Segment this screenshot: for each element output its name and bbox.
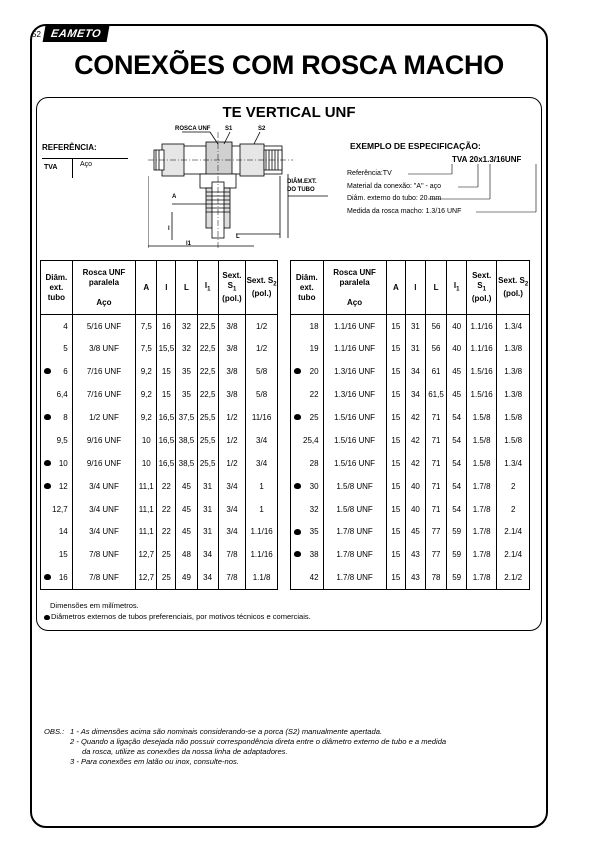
cell-diam: 25,4	[291, 429, 324, 452]
reference-label: REFERÊNCIA:	[42, 143, 97, 152]
cell-s1: 3/8	[218, 337, 246, 360]
cell-s1: 1/2	[218, 452, 246, 475]
cell-l: 43	[406, 566, 426, 589]
dimensions-table-right	[290, 260, 530, 590]
cell-L: 32	[176, 337, 197, 360]
cell-r: 3/4 UNF	[72, 498, 135, 521]
header-diam: Diâm. ext. tubo	[41, 261, 73, 315]
cell-a: 7,5	[136, 315, 157, 338]
cell-l: 42	[406, 452, 426, 475]
preferred-marker-icon	[44, 368, 51, 374]
cell-r: 7/16 UNF	[72, 360, 135, 383]
header-s1: Sext. $S_1$ (pol.)	[218, 261, 246, 315]
spec-title: EXEMPLO DE ESPECIFICAÇÃO:	[350, 141, 481, 151]
cell-L: 56	[425, 337, 447, 360]
cell-s2: 11/16	[246, 406, 278, 429]
cell-diam: 20	[291, 360, 324, 383]
header-diam: Diâm. ext. tubo	[291, 261, 324, 315]
obs-note-1: 1 - As dimensões acima são nominais considerando-se a porca (S2) manualmente apertada.	[70, 727, 383, 736]
header-l1: $l_1$	[447, 261, 467, 315]
table-row	[41, 337, 278, 360]
cell-s2: 2.1/4	[497, 543, 530, 566]
cell-diam: 38	[291, 543, 324, 566]
cell-l: 40	[406, 475, 426, 498]
cell-s2: 1	[246, 475, 278, 498]
table-row	[41, 406, 278, 429]
header-L: L	[176, 261, 197, 315]
reference-code: TVA	[44, 164, 58, 171]
cell-L: 71	[425, 406, 447, 429]
cell-diam: 12	[41, 475, 73, 498]
cell-s2: 1.5/8	[497, 406, 530, 429]
cell-L: 56	[425, 315, 447, 338]
cell-r: 1.1/16 UNF	[323, 337, 386, 360]
cell-r: 7/16 UNF	[72, 383, 135, 406]
cell-l: 25	[157, 543, 176, 566]
cell-l1: 25,5	[197, 406, 218, 429]
cell-s1: 3/8	[218, 315, 246, 338]
cell-l: 22	[157, 521, 176, 544]
cell-r: 1.5/8 UNF	[323, 475, 386, 498]
cell-r: 7/8 UNF	[72, 566, 135, 589]
cell-l: 40	[406, 498, 426, 521]
cell-r: 1.3/16 UNF	[323, 383, 386, 406]
cell-a: 15	[386, 406, 406, 429]
cell-L: 32	[176, 315, 197, 338]
cell-s1: 1/2	[218, 406, 246, 429]
table-row	[291, 521, 530, 544]
note-dimensions: Dimensões em milímetros.	[50, 601, 139, 610]
cell-a: 15	[386, 452, 406, 475]
cell-r: 9/16 UNF	[72, 452, 135, 475]
cell-s2: 1.3/8	[497, 383, 530, 406]
cell-l: 31	[406, 337, 426, 360]
cell-s2: 1.3/8	[497, 337, 530, 360]
cell-diam: 28	[291, 452, 324, 475]
cell-L: 45	[176, 498, 197, 521]
cell-s2: 1.3/4	[497, 452, 530, 475]
cell-diam: 14	[41, 521, 73, 544]
cell-a: 15	[386, 383, 406, 406]
table-row	[291, 566, 530, 589]
header-rosca: Rosca UNF paralela Aço	[323, 261, 386, 315]
cell-s1: 1.1/16	[466, 337, 496, 360]
cell-l1: 22,5	[197, 360, 218, 383]
cell-diam: 18	[291, 315, 324, 338]
table-row	[41, 360, 278, 383]
cell-L: 49	[176, 566, 197, 589]
preferred-marker-icon	[294, 551, 301, 557]
cell-l: 16,5	[157, 452, 176, 475]
brand-logo: EAMETO	[43, 26, 110, 42]
cell-diam: 42	[291, 566, 324, 589]
cell-l1: 45	[447, 383, 467, 406]
cell-r: 1.7/8 UNF	[323, 566, 386, 589]
cell-s1: 1.5/8	[466, 429, 496, 452]
cell-a: 9,2	[136, 360, 157, 383]
table-row	[291, 406, 530, 429]
cell-l1: 40	[447, 337, 467, 360]
cell-r: 1/2 UNF	[72, 406, 135, 429]
preferred-marker-icon	[294, 368, 301, 374]
cell-l: 15,5	[157, 337, 176, 360]
table-row	[41, 429, 278, 452]
cell-s1: 1.7/8	[466, 566, 496, 589]
cell-diam: 6	[41, 360, 73, 383]
cell-s2: 1/2	[246, 315, 278, 338]
cell-l1: 54	[447, 452, 467, 475]
cell-s1: 1.5/8	[466, 452, 496, 475]
cell-s1: 3/8	[218, 360, 246, 383]
cell-a: 10	[136, 429, 157, 452]
cell-l: 22	[157, 498, 176, 521]
drawing-label-rosca: ROSCA UNF	[175, 126, 211, 132]
page-number: 52	[32, 30, 41, 39]
cell-r: 1.5/16 UNF	[323, 406, 386, 429]
header-L: L	[425, 261, 447, 315]
cell-l1: 40	[447, 315, 467, 338]
cell-r: 1.3/16 UNF	[323, 360, 386, 383]
header-l: l	[406, 261, 426, 315]
cell-l: 22	[157, 475, 176, 498]
cell-l: 34	[406, 383, 426, 406]
cell-s1: 7/8	[218, 543, 246, 566]
cell-l: 16,5	[157, 406, 176, 429]
cell-s1: 3/4	[218, 521, 246, 544]
cell-s2: 1/2	[246, 337, 278, 360]
cell-l: 16,5	[157, 429, 176, 452]
cell-l1: 59	[447, 543, 467, 566]
cell-L: 45	[176, 521, 197, 544]
cell-L: 61,5	[425, 383, 447, 406]
cell-s2: 1.3/4	[497, 315, 530, 338]
cell-L: 37,5	[176, 406, 197, 429]
cell-l: 34	[406, 360, 426, 383]
table-row	[41, 521, 278, 544]
cell-s2: 2.1/2	[497, 566, 530, 589]
preferred-marker-icon	[294, 414, 301, 420]
spec-item: Diâm. externo do tubo: 20 mm	[347, 195, 442, 202]
cell-l1: 31	[197, 475, 218, 498]
drawing-label-diam-2: DO TUBO	[287, 187, 315, 193]
table-row	[291, 429, 530, 452]
reference-box	[42, 158, 128, 178]
cell-l1: 22,5	[197, 337, 218, 360]
section-title: TE VERTICAL UNF	[222, 104, 356, 121]
cell-l1: 25,5	[197, 429, 218, 452]
cell-L: 38,5	[176, 452, 197, 475]
cell-a: 9,2	[136, 383, 157, 406]
table-row	[291, 452, 530, 475]
cell-s2: 2	[497, 475, 530, 498]
table-row	[291, 360, 530, 383]
cell-s2: 2.1/4	[497, 521, 530, 544]
cell-r: 7/8 UNF	[72, 543, 135, 566]
cell-l: 25	[157, 566, 176, 589]
cell-diam: 6,4	[41, 383, 73, 406]
cell-a: 9,2	[136, 406, 157, 429]
cell-diam: 15	[41, 543, 73, 566]
cell-l1: 22,5	[197, 383, 218, 406]
table-row	[291, 383, 530, 406]
cell-a: 12,7	[136, 566, 157, 589]
cell-diam: 10	[41, 452, 73, 475]
cell-s1: 1.5/16	[466, 383, 496, 406]
spec-code: TVA 20x1.3/16UNF	[452, 155, 522, 164]
cell-diam: 16	[41, 566, 73, 589]
cell-a: 11,1	[136, 498, 157, 521]
preferred-marker-icon	[44, 483, 51, 489]
cell-s2: 1.3/8	[497, 360, 530, 383]
cell-diam: 8	[41, 406, 73, 429]
cell-L: 35	[176, 383, 197, 406]
obs-label: OBS.:	[44, 727, 65, 736]
cell-a: 7,5	[136, 337, 157, 360]
cell-a: 15	[386, 475, 406, 498]
cell-a: 11,1	[136, 475, 157, 498]
table-row	[291, 498, 530, 521]
cell-r: 1.5/16 UNF	[323, 429, 386, 452]
cell-L: 38,5	[176, 429, 197, 452]
cell-s2: 2	[497, 498, 530, 521]
header-s2: Sext. $S_2$ (pol.)	[246, 261, 278, 315]
cell-L: 71	[425, 498, 447, 521]
header-s2: Sext. $S_2$ (pol.)	[497, 261, 530, 315]
cell-l: 31	[406, 315, 426, 338]
obs-note-2: 2 - Quando a ligação desejada não possuir correspondência direta entre o diâmetro externo de tubo e a medida	[70, 737, 447, 746]
cell-s1: 3/4	[218, 498, 246, 521]
drawing-label-l1: l1	[186, 241, 192, 247]
obs-note-3: 3 - Para conexões em latão ou inox, consulte-nos.	[70, 757, 239, 766]
cell-L: 71	[425, 475, 447, 498]
cell-s1: 1.7/8	[466, 521, 496, 544]
cell-diam: 12,7	[41, 498, 73, 521]
cell-diam: 5	[41, 337, 73, 360]
cell-l1: 59	[447, 566, 467, 589]
cell-l1: 54	[447, 498, 467, 521]
cell-L: 35	[176, 360, 197, 383]
table-row	[41, 315, 278, 338]
cell-r: 9/16 UNF	[72, 429, 135, 452]
cell-a: 15	[386, 566, 406, 589]
preferred-marker-icon	[294, 529, 301, 535]
cell-s1: 1.7/8	[466, 498, 496, 521]
table-row	[291, 475, 530, 498]
preferred-marker-icon	[44, 615, 50, 620]
cell-a: 15	[386, 337, 406, 360]
cell-s1: 3/8	[218, 383, 246, 406]
cell-s1: 1.7/8	[466, 475, 496, 498]
cell-s2: 1	[246, 498, 278, 521]
cell-s2: 5/8	[246, 360, 278, 383]
cell-r: 1.5/8 UNF	[323, 498, 386, 521]
notes	[44, 600, 311, 622]
cell-l: 43	[406, 543, 426, 566]
header-s1: Sext. $S_1$ (pol.)	[466, 261, 496, 315]
spec-item: Medida da rosca macho: 1.3/16 UNF	[347, 207, 462, 215]
cell-l1: 54	[447, 429, 467, 452]
preferred-marker-icon	[44, 414, 51, 420]
cell-diam: 35	[291, 521, 324, 544]
table-row	[41, 452, 278, 475]
cell-s2: 1.5/8	[497, 429, 530, 452]
table-row	[291, 543, 530, 566]
cell-l1: 59	[447, 521, 467, 544]
cell-a: 15	[386, 543, 406, 566]
cell-l: 45	[406, 521, 426, 544]
cell-diam: 25	[291, 406, 324, 429]
header-l: l	[157, 261, 176, 315]
table-row	[291, 337, 530, 360]
cell-a: 15	[386, 429, 406, 452]
cell-a: 15	[386, 360, 406, 383]
header-l1: $l_1$	[197, 261, 218, 315]
cell-s1: 1.5/8	[466, 406, 496, 429]
cell-diam: 32	[291, 498, 324, 521]
table-row	[41, 543, 278, 566]
cell-L: 71	[425, 452, 447, 475]
cell-L: 77	[425, 543, 447, 566]
cell-a: 11,1	[136, 521, 157, 544]
cell-diam: 22	[291, 383, 324, 406]
table-row	[41, 383, 278, 406]
cell-a: 12,7	[136, 543, 157, 566]
cell-l1: 54	[447, 475, 467, 498]
cell-l1: 31	[197, 521, 218, 544]
header-a: A	[136, 261, 157, 315]
cell-a: 15	[386, 315, 406, 338]
cell-L: 45	[176, 475, 197, 498]
table-row	[41, 498, 278, 521]
cell-s1: 1/2	[218, 429, 246, 452]
drawing-label-diam-1: DIÂM.EXT.	[287, 179, 317, 185]
cell-r: 1.7/8 UNF	[323, 521, 386, 544]
preferred-marker-icon	[44, 460, 51, 466]
cell-l: 15	[157, 360, 176, 383]
cell-r: 1.5/16 UNF	[323, 452, 386, 475]
table-row	[41, 475, 278, 498]
drawing-label-s1: S1	[225, 126, 233, 132]
cell-r: 3/4 UNF	[72, 521, 135, 544]
cell-a: 15	[386, 498, 406, 521]
preferred-marker-icon	[294, 483, 301, 489]
cell-l1: 45	[447, 360, 467, 383]
cell-l1: 22,5	[197, 315, 218, 338]
cell-l1: 34	[197, 566, 218, 589]
cell-r: 3/8 UNF	[72, 337, 135, 360]
cell-l: 42	[406, 406, 426, 429]
cell-l: 16	[157, 315, 176, 338]
obs-note-2b: da rosca, utilize as conexões da nossa linha de adaptadores.	[82, 747, 288, 756]
cell-s2: 3/4	[246, 452, 278, 475]
header-a: A	[386, 261, 406, 315]
cell-s2: 1.1/16	[246, 543, 278, 566]
cell-a: 10	[136, 452, 157, 475]
header-rosca: Rosca UNF paralela Aço	[72, 261, 135, 315]
cell-l1: 34	[197, 543, 218, 566]
observations	[44, 727, 446, 767]
drawing-label-a: A	[172, 194, 177, 200]
cell-diam: 30	[291, 475, 324, 498]
dimensions-table-left	[40, 260, 278, 590]
cell-s2: 1.1/8	[246, 566, 278, 589]
drawing-label-s2: S2	[258, 126, 266, 132]
reference-material: Aço	[80, 161, 93, 168]
cell-s2: 3/4	[246, 429, 278, 452]
cell-l1: 31	[197, 498, 218, 521]
cell-s1: 1.5/16	[466, 360, 496, 383]
cell-r: 5/16 UNF	[72, 315, 135, 338]
cell-r: 3/4 UNF	[72, 475, 135, 498]
cell-l: 42	[406, 429, 426, 452]
cell-L: 61	[425, 360, 447, 383]
spec-item: Referência:TV	[347, 170, 392, 177]
spec-items	[347, 168, 461, 218]
drawing-label-l: l	[168, 226, 170, 232]
cell-r: 1.1/16 UNF	[323, 315, 386, 338]
cell-diam: 19	[291, 337, 324, 360]
cell-L: 78	[425, 566, 447, 589]
table-row	[291, 315, 530, 338]
table-row	[41, 566, 278, 589]
drawing-label-L: L	[236, 234, 240, 240]
cell-l: 15	[157, 383, 176, 406]
cell-a: 15	[386, 521, 406, 544]
preferred-marker-icon	[44, 574, 51, 580]
page-title: CONEXÕES COM ROSCA MACHO	[74, 50, 504, 80]
cell-s2: 1.1/16	[246, 521, 278, 544]
cell-L: 71	[425, 429, 447, 452]
cell-s1: 1.7/8	[466, 543, 496, 566]
cell-l1: 54	[447, 406, 467, 429]
cell-s1: 1.1/16	[466, 315, 496, 338]
cell-r: 1.7/8 UNF	[323, 543, 386, 566]
cell-l1: 25,5	[197, 452, 218, 475]
cell-s1: 7/8	[218, 566, 246, 589]
cell-L: 77	[425, 521, 447, 544]
cell-s1: 3/4	[218, 475, 246, 498]
spec-item: Material da conexão: "A" - aço	[347, 182, 442, 190]
cell-L: 48	[176, 543, 197, 566]
cell-diam: 9,5	[41, 429, 73, 452]
cell-s2: 5/8	[246, 383, 278, 406]
cell-diam: 4	[41, 315, 73, 338]
note-preferential: Diâmetros externos de tubos preferenciais, por motivos técnicos e comerciais.	[44, 611, 311, 622]
